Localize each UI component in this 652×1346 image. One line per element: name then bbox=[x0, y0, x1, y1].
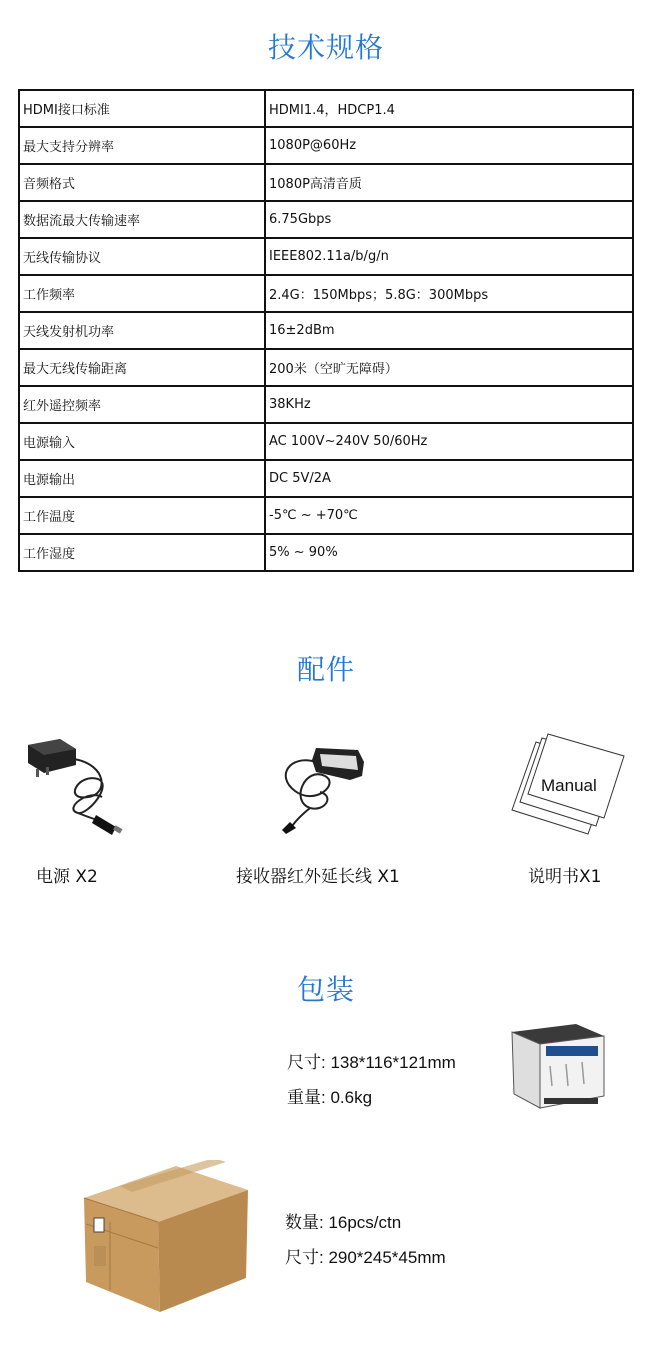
spec-value: 38KHz bbox=[265, 386, 633, 423]
accessories-title: 配件 bbox=[296, 653, 355, 686]
retail-box-image bbox=[506, 1020, 608, 1112]
spec-key: 电源输出 bbox=[19, 460, 265, 497]
manual-label: 说明书X1 bbox=[528, 867, 602, 887]
spec-value: 1080P@60Hz bbox=[265, 127, 633, 164]
spec-row bbox=[19, 349, 633, 386]
carton-size-text: 尺寸: 290*245*45mm bbox=[285, 1248, 446, 1267]
spec-value: 200米（空旷无障碍） bbox=[265, 349, 633, 386]
manual-cover-text: Manual bbox=[541, 776, 597, 795]
spec-row bbox=[19, 386, 633, 423]
spec-key: HDMI接口标准 bbox=[19, 90, 265, 127]
spec-value: IEEE802.11a/b/g/n bbox=[265, 238, 633, 275]
shipping-carton-image bbox=[80, 1160, 252, 1315]
spec-key: 电源输入 bbox=[19, 423, 265, 460]
spec-key: 工作湿度 bbox=[19, 534, 265, 571]
spec-key: 最大无线传输距离 bbox=[19, 349, 265, 386]
spec-value: DC 5V/2A bbox=[265, 460, 633, 497]
ir-cable-label: 接收器红外延长线 X1 bbox=[236, 867, 400, 887]
spec-table bbox=[18, 89, 634, 572]
spec-value: HDMI1.4，HDCP1.4 bbox=[265, 90, 633, 127]
spec-row bbox=[19, 127, 633, 164]
spec-key: 天线发射机功率 bbox=[19, 312, 265, 349]
spec-key: 音频格式 bbox=[19, 164, 265, 201]
specs-title: 技术规格 bbox=[267, 31, 384, 64]
spec-key: 红外遥控频率 bbox=[19, 386, 265, 423]
spec-value: 5% ~ 90% bbox=[265, 534, 633, 571]
spec-row bbox=[19, 497, 633, 534]
manual-image bbox=[508, 732, 638, 842]
spec-value: -5℃ ~ +70℃ bbox=[265, 497, 633, 534]
spec-row bbox=[19, 201, 633, 238]
spec-value: 2.4G：150Mbps；5.8G：300Mbps bbox=[265, 275, 633, 312]
packing-title: 包装 bbox=[296, 973, 355, 1006]
box-size-text: 尺寸: 138*116*121mm bbox=[287, 1053, 456, 1072]
spec-row bbox=[19, 90, 633, 127]
spec-value: 6.75Gbps bbox=[265, 201, 633, 238]
spec-row bbox=[19, 275, 633, 312]
spec-row bbox=[19, 423, 633, 460]
box-weight-text: 重量: 0.6kg bbox=[287, 1088, 373, 1107]
carton-qty-text: 数量: 16pcs/ctn bbox=[285, 1213, 402, 1232]
spec-row bbox=[19, 534, 633, 571]
spec-key: 工作频率 bbox=[19, 275, 265, 312]
spec-key: 无线传输协议 bbox=[19, 238, 265, 275]
ir-cable-image bbox=[270, 736, 370, 836]
spec-row bbox=[19, 164, 633, 201]
spec-key: 工作温度 bbox=[19, 497, 265, 534]
spec-row bbox=[19, 460, 633, 497]
spec-value: AC 100V~240V 50/60Hz bbox=[265, 423, 633, 460]
spec-key: 最大支持分辨率 bbox=[19, 127, 265, 164]
spec-row bbox=[19, 312, 633, 349]
spec-key: 数据流最大传输速率 bbox=[19, 201, 265, 238]
spec-value: 1080P高清音质 bbox=[265, 164, 633, 201]
spec-value: 16±2dBm bbox=[265, 312, 633, 349]
power-adapter-image bbox=[18, 735, 128, 840]
spec-row bbox=[19, 238, 633, 275]
power-adapter-label: 电源 X2 bbox=[36, 867, 98, 887]
